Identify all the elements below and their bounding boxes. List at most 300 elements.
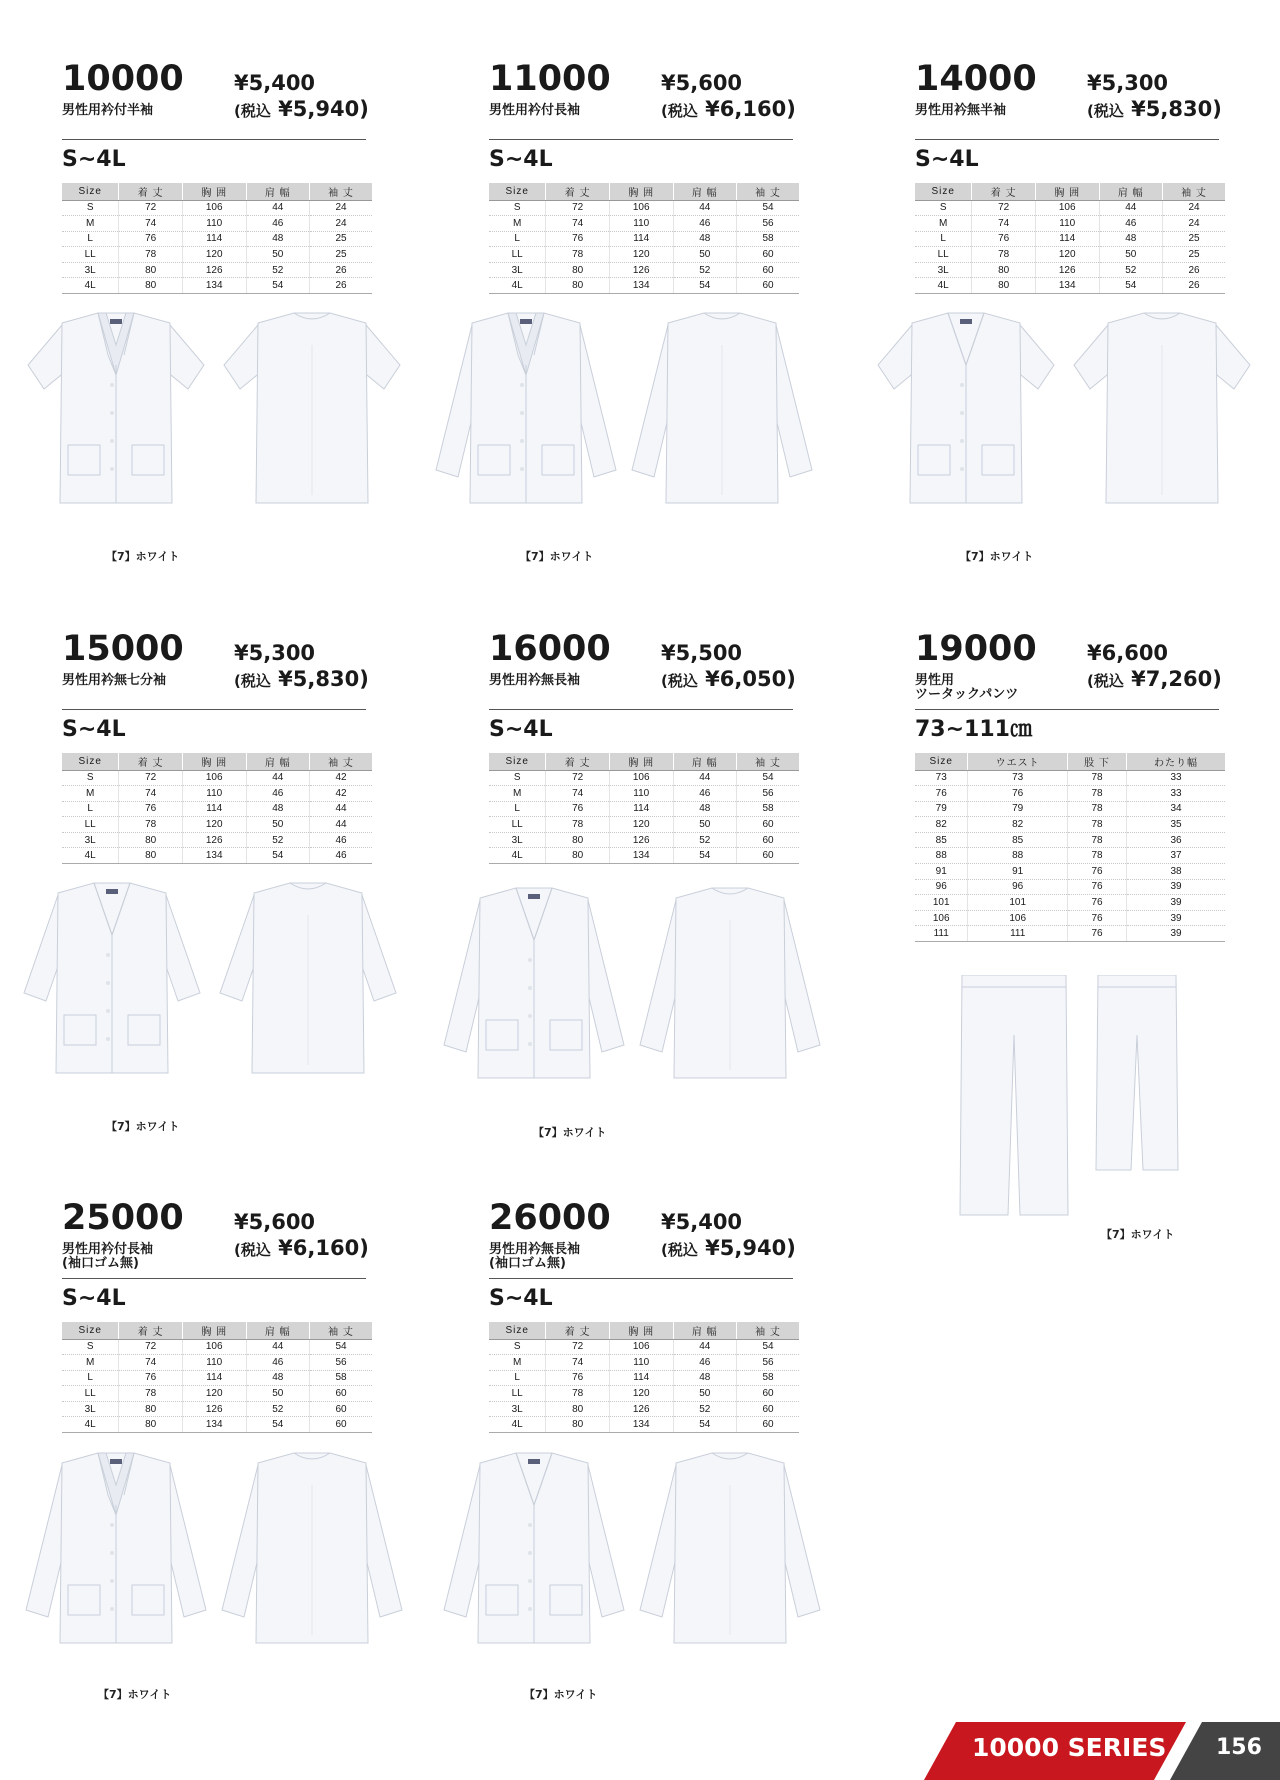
size-range: S~4L: [62, 147, 126, 172]
table-cell: M: [62, 216, 119, 232]
price-tax-prefix: (税込: [234, 672, 271, 690]
table-cell: 4L: [915, 278, 972, 294]
table-header-cell: 着 丈: [119, 1322, 183, 1339]
product-code: 15000: [62, 629, 184, 669]
page-number: 156: [1216, 1735, 1262, 1760]
table-cell: S: [62, 1339, 119, 1355]
table-cell: 52: [673, 262, 737, 278]
table-cell: 74: [972, 216, 1036, 232]
table-cell: 54: [673, 278, 737, 294]
size-table: [915, 183, 1225, 294]
table-cell: 76: [915, 786, 968, 802]
table-row: [915, 895, 1225, 911]
table-cell: 110: [609, 216, 673, 232]
table-cell: 74: [546, 786, 610, 802]
table-cell: 78: [1067, 832, 1126, 848]
table-cell: 54: [737, 200, 799, 216]
table-cell: 80: [119, 848, 183, 864]
table-row: [489, 262, 799, 278]
table-header-row: [489, 1322, 799, 1339]
color-caption: 【7】ホワイト: [106, 550, 180, 563]
table-header-cell: 胸 囲: [609, 183, 673, 200]
series-label: 10000 SERIES: [972, 1733, 1167, 1762]
table-cell: 46: [673, 216, 737, 232]
table-cell: 56: [737, 786, 799, 802]
table-cell: 4L: [489, 1417, 546, 1433]
table-cell: 120: [609, 247, 673, 263]
price-tax-prefix: (税込: [234, 102, 271, 120]
table-cell: M: [489, 216, 546, 232]
table-cell: 80: [546, 262, 610, 278]
color-caption: 【7】ホワイト: [106, 1120, 180, 1133]
table-row: [915, 910, 1225, 926]
price-tax-prefix: (税込: [1087, 672, 1124, 690]
jacket-photo: [22, 305, 422, 520]
table-cell: L: [489, 1370, 546, 1386]
table-cell: 60: [310, 1417, 372, 1433]
product-code: 14000: [915, 59, 1037, 99]
table-row: [62, 1339, 372, 1355]
table-cell: 60: [737, 832, 799, 848]
table-cell: 78: [546, 1386, 610, 1402]
table-cell: 120: [182, 817, 246, 833]
table-row: [489, 1401, 799, 1417]
table-cell: 134: [1035, 278, 1099, 294]
price-with-tax: [1087, 98, 1222, 123]
table-cell: 37: [1127, 848, 1225, 864]
table-cell: 76: [1067, 864, 1126, 880]
size-table: [62, 1322, 372, 1433]
table-cell: 44: [673, 770, 737, 786]
product-name: 男性用衿付長袖 (袖口ゴム無): [62, 1242, 154, 1271]
table-cell: 4L: [62, 1417, 119, 1433]
table-cell: 60: [737, 848, 799, 864]
table-header-cell: 胸 囲: [182, 1322, 246, 1339]
price-tax-prefix: (税込: [661, 102, 698, 120]
table-cell: 76: [1067, 895, 1126, 911]
table-cell: 106: [915, 910, 968, 926]
table-cell: 114: [182, 801, 246, 817]
table-row: [915, 247, 1225, 263]
table-row: [915, 770, 1225, 786]
table-header-cell: 袖 丈: [737, 753, 799, 770]
table-cell: 24: [310, 216, 372, 232]
table-cell: 126: [609, 262, 673, 278]
table-cell: 126: [182, 832, 246, 848]
table-row: [915, 879, 1225, 895]
table-cell: 101: [968, 895, 1067, 911]
table-cell: 60: [737, 278, 799, 294]
table-row: [62, 848, 372, 864]
table-cell: 114: [609, 1370, 673, 1386]
table-cell: 106: [182, 770, 246, 786]
product-name: 男性用 ツータックパンツ: [915, 673, 1019, 702]
table-cell: 134: [609, 848, 673, 864]
table-header-cell: Size: [915, 183, 972, 200]
table-cell: 54: [310, 1339, 372, 1355]
table-header-cell: 袖 丈: [310, 183, 372, 200]
table-cell: 60: [737, 1386, 799, 1402]
price: ¥5,400: [661, 1210, 743, 1234]
table-header-cell: 袖 丈: [310, 753, 372, 770]
table-cell: 76: [546, 801, 610, 817]
product-name: 男性用衿付半袖: [62, 103, 154, 118]
table-row: [915, 926, 1225, 942]
table-header-cell: 肩 幅: [1099, 183, 1163, 200]
size-range: S~4L: [62, 717, 126, 742]
price-with-tax: [661, 668, 796, 693]
table-cell: 26: [310, 262, 372, 278]
table-cell: 50: [673, 247, 737, 263]
table-header-cell: ウエスト: [968, 753, 1067, 770]
table-row: [915, 231, 1225, 247]
table-row: [489, 231, 799, 247]
table-cell: 120: [182, 247, 246, 263]
table-cell: 56: [737, 216, 799, 232]
table-cell: LL: [489, 817, 546, 833]
table-cell: L: [915, 231, 972, 247]
table-cell: 60: [737, 247, 799, 263]
table-cell: 39: [1127, 910, 1225, 926]
table-row: [62, 262, 372, 278]
table-cell: 80: [546, 848, 610, 864]
table-cell: 74: [119, 1355, 183, 1371]
table-row: [62, 216, 372, 232]
table-row: [62, 247, 372, 263]
table-cell: 76: [1067, 879, 1126, 895]
table-cell: 46: [673, 1355, 737, 1371]
table-cell: 76: [968, 786, 1067, 802]
table-cell: 48: [246, 1370, 310, 1386]
divider-line: [489, 139, 793, 140]
table-header-cell: 袖 丈: [1163, 183, 1225, 200]
table-cell: 96: [968, 879, 1067, 895]
size-table: [62, 753, 372, 864]
table-cell: 88: [915, 848, 968, 864]
color-caption: 【7】ホワイト: [1101, 1228, 1175, 1241]
color-caption: 【7】ホワイト: [960, 550, 1034, 563]
table-cell: 80: [546, 832, 610, 848]
table-cell: 85: [968, 832, 1067, 848]
table-cell: 126: [1035, 262, 1099, 278]
table-cell: 110: [182, 1355, 246, 1371]
table-cell: 78: [1067, 770, 1126, 786]
table-row: [915, 801, 1225, 817]
table-cell: 110: [609, 1355, 673, 1371]
table-header-cell: 股 下: [1067, 753, 1126, 770]
table-cell: 72: [119, 770, 183, 786]
table-cell: 91: [968, 864, 1067, 880]
table-cell: 46: [310, 832, 372, 848]
table-cell: 4L: [62, 848, 119, 864]
table-cell: 3L: [62, 832, 119, 848]
table-cell: 72: [119, 200, 183, 216]
table-header-cell: Size: [915, 753, 968, 770]
price: ¥5,600: [234, 1210, 316, 1234]
table-cell: 44: [246, 1339, 310, 1355]
table-header-cell: 着 丈: [546, 1322, 610, 1339]
table-cell: 72: [972, 200, 1036, 216]
table-cell: 96: [915, 879, 968, 895]
divider-line: [489, 709, 793, 710]
table-header-cell: 着 丈: [119, 753, 183, 770]
price-tax-value: ¥5,830): [1123, 97, 1222, 121]
table-cell: 46: [246, 216, 310, 232]
price-with-tax: [661, 1237, 796, 1262]
table-cell: 126: [182, 262, 246, 278]
jacket-photo: [432, 305, 832, 520]
table-header-cell: Size: [489, 1322, 546, 1339]
table-row: [62, 1401, 372, 1417]
table-cell: 4L: [489, 278, 546, 294]
table-cell: 74: [546, 216, 610, 232]
price-tax-prefix: (税込: [234, 1241, 271, 1259]
table-cell: 3L: [62, 262, 119, 278]
table-cell: 52: [246, 1401, 310, 1417]
table-cell: S: [489, 770, 546, 786]
table-cell: 42: [310, 770, 372, 786]
table-row: [489, 1417, 799, 1433]
table-row: [915, 262, 1225, 278]
table-cell: 73: [968, 770, 1067, 786]
product-name: 男性用衿無半袖: [915, 103, 1007, 118]
table-cell: 60: [310, 1386, 372, 1402]
table-cell: 48: [673, 1370, 737, 1386]
table-row: [489, 200, 799, 216]
table-cell: 60: [737, 262, 799, 278]
table-cell: 110: [182, 216, 246, 232]
table-cell: 85: [915, 832, 968, 848]
table-cell: 54: [737, 1339, 799, 1355]
table-row: [489, 770, 799, 786]
table-cell: 110: [609, 786, 673, 802]
table-header-cell: 肩 幅: [246, 1322, 310, 1339]
table-row: [489, 1386, 799, 1402]
product-code: 25000: [62, 1198, 184, 1238]
size-table: [62, 183, 372, 294]
table-cell: 50: [673, 817, 737, 833]
price: ¥5,500: [661, 641, 743, 665]
table-cell: 88: [968, 848, 1067, 864]
table-cell: 111: [915, 926, 968, 942]
divider-line: [62, 139, 366, 140]
product-name: 男性用衿無長袖: [489, 673, 581, 688]
table-header-cell: 胸 囲: [1035, 183, 1099, 200]
table-cell: 79: [915, 801, 968, 817]
table-cell: 78: [119, 1386, 183, 1402]
table-row: [489, 801, 799, 817]
table-header-cell: 袖 丈: [737, 183, 799, 200]
size-table: [489, 753, 799, 864]
jacket-photo: [18, 875, 418, 1090]
table-row: [489, 1355, 799, 1371]
table-cell: 114: [182, 231, 246, 247]
price: ¥5,300: [234, 641, 316, 665]
table-cell: 24: [1163, 200, 1225, 216]
table-cell: 120: [609, 1386, 673, 1402]
table-cell: 39: [1127, 879, 1225, 895]
table-header-row: [62, 183, 372, 200]
table-row: [62, 801, 372, 817]
table-cell: 44: [1099, 200, 1163, 216]
table-cell: 25: [1163, 231, 1225, 247]
table-header-cell: 肩 幅: [246, 753, 310, 770]
table-cell: 44: [310, 801, 372, 817]
price-with-tax: [661, 98, 796, 123]
size-range: S~4L: [489, 147, 553, 172]
table-cell: 120: [182, 1386, 246, 1402]
price-with-tax: [234, 98, 369, 123]
price-tax-value: ¥5,940): [697, 1236, 796, 1260]
divider-line: [915, 709, 1219, 710]
table-header-cell: 着 丈: [546, 183, 610, 200]
table-cell: 44: [673, 1339, 737, 1355]
table-header-cell: Size: [489, 183, 546, 200]
table-cell: 35: [1127, 817, 1225, 833]
table-cell: LL: [62, 1386, 119, 1402]
table-row: [915, 278, 1225, 294]
table-row: [915, 786, 1225, 802]
table-cell: 78: [972, 247, 1036, 263]
table-cell: 60: [737, 1417, 799, 1433]
price-tax-prefix: (税込: [661, 672, 698, 690]
table-cell: 25: [1163, 247, 1225, 263]
table-cell: 36: [1127, 832, 1225, 848]
table-row: [915, 848, 1225, 864]
table-cell: 46: [1099, 216, 1163, 232]
table-cell: 4L: [62, 278, 119, 294]
table-cell: 56: [737, 1355, 799, 1371]
jacket-photo: [872, 305, 1272, 520]
table-cell: 80: [546, 1401, 610, 1417]
table-cell: 39: [1127, 895, 1225, 911]
price-tax-prefix: (税込: [1087, 102, 1124, 120]
table-row: [62, 1370, 372, 1386]
table-cell: 76: [1067, 926, 1126, 942]
table-cell: 114: [609, 801, 673, 817]
table-row: [62, 1386, 372, 1402]
table-cell: 48: [246, 801, 310, 817]
table-cell: 50: [1099, 247, 1163, 263]
price-tax-value: ¥6,160): [697, 97, 796, 121]
table-cell: 114: [182, 1370, 246, 1386]
color-caption: 【7】ホワイト: [524, 1688, 598, 1701]
table-cell: 134: [609, 1417, 673, 1433]
table-cell: 78: [119, 247, 183, 263]
price: ¥6,600: [1087, 641, 1169, 665]
table-header-cell: 肩 幅: [673, 183, 737, 200]
table-cell: 46: [246, 786, 310, 802]
price: ¥5,300: [1087, 71, 1169, 95]
table-cell: 82: [968, 817, 1067, 833]
table-cell: 58: [737, 1370, 799, 1386]
product-code: 19000: [915, 629, 1037, 669]
price-tax-value: ¥5,940): [270, 97, 369, 121]
table-cell: 3L: [915, 262, 972, 278]
jacket-photo: [440, 880, 840, 1095]
table-cell: 52: [246, 832, 310, 848]
table-cell: 80: [972, 262, 1036, 278]
price-tax-prefix: (税込: [661, 1241, 698, 1259]
table-header-cell: 着 丈: [546, 753, 610, 770]
table-cell: S: [62, 770, 119, 786]
divider-line: [62, 1278, 366, 1279]
table-cell: 46: [310, 848, 372, 864]
price-tax-value: ¥6,050): [697, 667, 796, 691]
table-cell: 26: [1163, 278, 1225, 294]
price: ¥5,600: [661, 71, 743, 95]
table-cell: L: [62, 1370, 119, 1386]
table-header-cell: 袖 丈: [737, 1322, 799, 1339]
table-header-cell: 着 丈: [972, 183, 1036, 200]
product-code: 26000: [489, 1198, 611, 1238]
size-range: S~4L: [489, 1286, 553, 1311]
table-row: [915, 817, 1225, 833]
table-cell: M: [489, 1355, 546, 1371]
table-cell: 110: [182, 786, 246, 802]
table-cell: LL: [915, 247, 972, 263]
table-row: [489, 278, 799, 294]
color-caption: 【7】ホワイト: [533, 1126, 607, 1139]
table-cell: 60: [310, 1401, 372, 1417]
table-cell: 58: [737, 801, 799, 817]
table-cell: 126: [609, 1401, 673, 1417]
table-header-cell: 胸 囲: [182, 183, 246, 200]
table-row: [915, 864, 1225, 880]
table-cell: M: [62, 786, 119, 802]
table-cell: 44: [246, 200, 310, 216]
table-row: [62, 278, 372, 294]
table-cell: 74: [119, 786, 183, 802]
price-tax-value: ¥5,830): [270, 667, 369, 691]
table-cell: 134: [182, 1417, 246, 1433]
table-cell: 54: [1099, 278, 1163, 294]
table-cell: 82: [915, 817, 968, 833]
table-cell: L: [62, 231, 119, 247]
table-row: [489, 786, 799, 802]
table-cell: 44: [310, 817, 372, 833]
table-cell: 48: [673, 801, 737, 817]
table-cell: 106: [182, 1339, 246, 1355]
table-header-cell: 肩 幅: [246, 183, 310, 200]
table-cell: 3L: [489, 1401, 546, 1417]
table-cell: 24: [1163, 216, 1225, 232]
table-header-row: [489, 753, 799, 770]
table-cell: 54: [673, 1417, 737, 1433]
divider-line: [489, 1278, 793, 1279]
table-cell: 58: [310, 1370, 372, 1386]
table-cell: 34: [1127, 801, 1225, 817]
table-cell: 72: [119, 1339, 183, 1355]
price-with-tax: [1087, 668, 1222, 693]
table-cell: 44: [246, 770, 310, 786]
table-cell: 106: [182, 200, 246, 216]
product-code: 11000: [489, 59, 611, 99]
product-name: 男性用衿無七分袖: [62, 673, 167, 688]
size-range: S~4L: [62, 1286, 126, 1311]
table-cell: 80: [972, 278, 1036, 294]
table-cell: LL: [489, 247, 546, 263]
table-cell: 120: [609, 817, 673, 833]
pants-photo: [950, 975, 1190, 1225]
table-cell: 54: [246, 1417, 310, 1433]
table-cell: 80: [119, 832, 183, 848]
table-cell: 38: [1127, 864, 1225, 880]
table-cell: L: [489, 801, 546, 817]
table-cell: 52: [673, 1401, 737, 1417]
table-cell: 78: [546, 247, 610, 263]
table-cell: LL: [489, 1386, 546, 1402]
